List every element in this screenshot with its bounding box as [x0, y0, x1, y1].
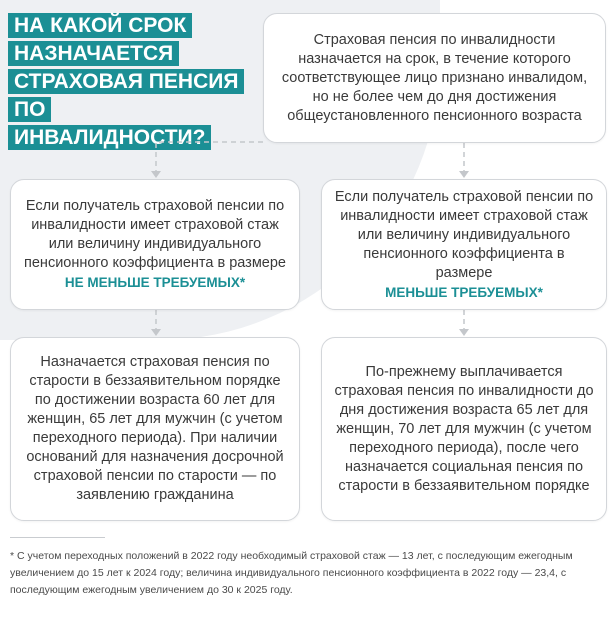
top-box-text: Страховая пенсия по инвалидности назначается на срок, в течение которого соответствующее лицо признано инвалидом, но не более чем до дня достижения общеустановленного пенсионного возраста	[281, 31, 588, 124]
right-result-box	[321, 337, 607, 521]
arrow-head	[151, 171, 161, 178]
title-line: НА КАКОЙ СРОК	[8, 13, 192, 38]
left-result-box	[10, 337, 300, 521]
connector-top-to-left	[156, 142, 263, 173]
arrow-head	[459, 171, 469, 178]
footnote: * С учетом переходных положений в 2022 году необходимый страховой стаж — 13 лет, с последующим ежегодным увеличением до 15 лет к 2024 году; величина индивидуального пенсионного коэффициента в 2022 году — 23,4, с последующим ежегодным увеличением до 30 к 2025 году.	[10, 550, 573, 596]
left-result-text: Назначается страховая пенсия по старости в беззаявительном порядке по достижении возраста 60 лет для женщин, 65 лет для мужчин (с учетом переходного периода). При наличии оснований для назначения досрочной страховой пенсии по старости — по заявлению гражданина	[26, 354, 284, 503]
right-condition-box	[321, 179, 607, 310]
right-condition-highlight: МЕНЬШЕ ТРЕБУЕМЫХ*	[385, 284, 543, 300]
title-line: НАЗНАЧАЕТСЯ	[8, 41, 179, 66]
arrow-head	[151, 329, 161, 336]
left-condition-highlight: НЕ МЕНЬШЕ ТРЕБУЕМЫХ*	[64, 275, 246, 290]
title-line: ПО ИНВАЛИДНОСТИ?	[8, 97, 211, 150]
title-line: СТРАХОВАЯ ПЕНСИЯ	[8, 69, 244, 94]
left-condition-text: Если получатель страховой пенсии по инвалидности имеет страховой стаж или величину индивидуального пенсионного коэффициента в размере	[24, 198, 286, 271]
arrow-head	[459, 329, 469, 336]
right-result-text: По-прежнему выплачивается страховая пенсия по инвалидности до дня достижения возраста 65 лет для женщин, 70 лет для мужчин (с учетом переходного периода), после чего назначается социальная пенсия по старости в беззаявительном порядке	[334, 363, 594, 494]
top-box	[263, 13, 606, 143]
right-condition-text: Если получатель страховой пенсии по инвалидности имеет страховой стаж или величину индивидуального пенсионного коэффициента в размере	[334, 188, 594, 281]
left-condition-box	[10, 179, 300, 310]
footnote-divider	[10, 537, 105, 538]
